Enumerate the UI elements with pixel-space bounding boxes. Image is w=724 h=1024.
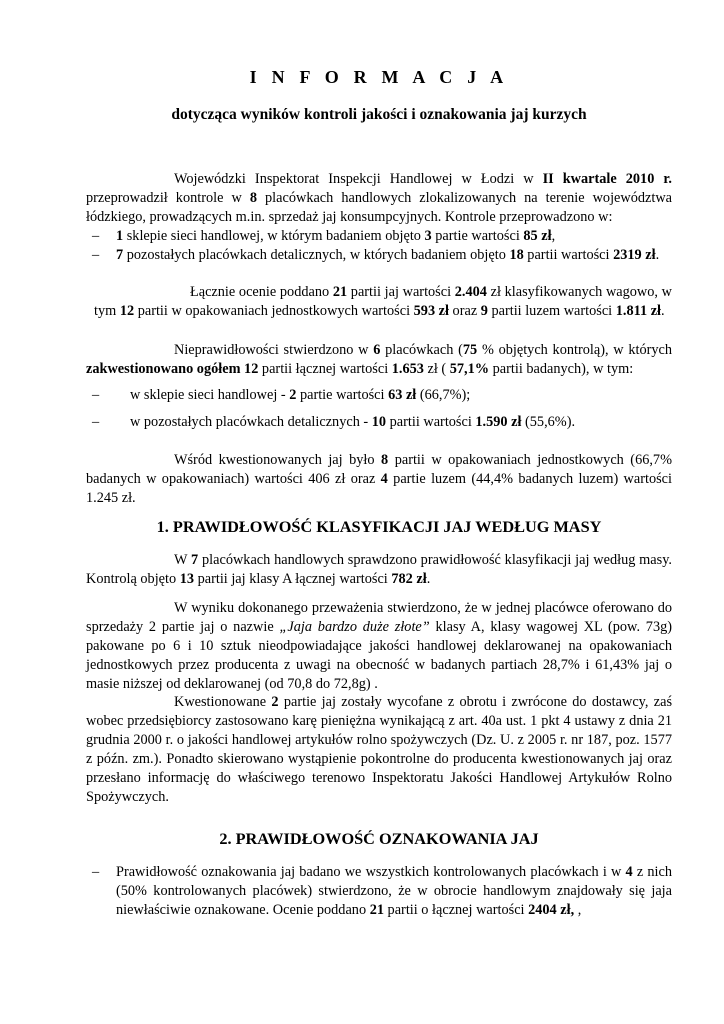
irregularities-bullet-retail: w pozostałych placówkach detalicznych - 10 partii wartości 1.590 zł (55,6%).	[130, 414, 576, 430]
section-1-paragraph-2: W wyniku dokonanego przeważenia stwierdzono, że w jednej placówce oferowano do sprzedaży 2 partie jaj o nazwie „Jaja bardzo duże złote” klasy A, klasy wagowej XL (pow. 73g) pakowane po 6 i 10 sztuk nieodpowiadające jakości handlowej deklarowanej na opakowaniach jednostkowych przez producenta z uwagi na obecność w badanych partiach 28,7% i 61,43% jaj o masie niższej od deklarowanej (od 70,8 do 72,8g) .	[86, 600, 673, 692]
section-2-heading: 2. PRAWIDŁOWOŚĆ OZNAKOWANIA JAJ	[219, 829, 539, 848]
section-2-bullet-1: Prawidłowość oznakowania jaj badano we wszystkich kontrolowanych placówkach i w 4 z nich (50% kontrolowanych placówek) stwierdzono, że w obrocie handlowym znajdowały się jaja niewłaściwie oznakowane. Ocenie poddano 21 partii o łącznej wartości 2404 zł, ,	[116, 864, 672, 918]
document-title: I N F O R M A C J A	[249, 67, 509, 87]
total-paragraph: Łącznie ocenie poddano 21 partii jaj wartości 2.404 zł klasyfikowanych wagowo, w tym 12 partii w opakowaniach jednostkowych wartości 593 zł oraz 9 partii luzem wartości 1.811 zł.	[94, 284, 672, 319]
intro-bullet-retail: 7 pozostałych placówkach detalicznych, w których badaniem objęto 18 partii wartości 2319 zł.	[116, 247, 660, 263]
document-subtitle: dotycząca wyników kontroli jakości i oznakowania jaj kurzych	[171, 106, 587, 123]
section-1-paragraph-1: W 7 placówkach handlowych sprawdzono prawidłowość klasyfikacji jaj według masy. Kontrolą objęto 13 partii jaj klasy A łącznej wartości 782 zł.	[86, 552, 672, 587]
irregularities-bullet-shop: w sklepie sieci handlowej - 2 partie wartości 63 zł (66,7%);	[130, 387, 471, 403]
bullet-dash: –	[92, 387, 100, 403]
bullet-dash: –	[92, 247, 100, 263]
irregularities-paragraph: Nieprawidłowości stwierdzono w 6 placówkach (75 % objętych kontrolą), w których zakwestionowano ogółem 12 partii łącznej wartości 1.653 zł ( 57,1% partii badanych), w tym:	[86, 342, 672, 377]
bullet-dash: –	[92, 228, 100, 244]
bullet-dash: –	[92, 864, 100, 880]
intro-paragraph: Wojewódzki Inspektorat Inspekcji Handlowej w Łodzi w II kwartale 2010 r. przeprowadził kontrole w 8 placówkach handlowych zlokalizowanych na terenie województwa łódzkiego, prowadzących m.in. sprzedaż jaj konsumpcyjnych. Kontrole przeprowadzono w:	[86, 171, 672, 225]
section-1-heading: 1. PRAWIDŁOWOŚĆ KLASYFIKACJI JAJ WEDŁUG MASY	[156, 517, 602, 536]
bullet-dash: –	[92, 414, 100, 430]
intro-bullet-shop: 1 sklepie sieci handlowej, w którym badaniem objęto 3 partie wartości 85 zł,	[116, 228, 556, 244]
among-paragraph: Wśród kwestionowanych jaj było 8 partii w opakowaniach jednostkowych (66,7% badanych w opakowaniach) wartości 406 zł oraz 4 partie luzem (44,4% badanych luzem) wartości 1.245 zł.	[86, 452, 672, 506]
section-1-paragraph-3: Kwestionowane 2 partie jaj zostały wycofane z obrotu i zwrócone do dostawcy, zaś wobec przedsiębiorcy zastosowano karę pieniężna wynikającą z art. 40a ust. 1 pkt 4 ustawy z dnia 21 grudnia 2000 r. o jakości handlowej artykułów rolno spożywczych (Dz. U. z 2005 r. nr 187, poz. 1577 z późn. zm.). Ponadto skierowano wystąpienie pokontrolne do producenta kwestionowanych jaj oraz przesłano informację do właściwego terenowo Inspektoratu Jakości Handlowej Artykułów Rolno Spożywczych.	[86, 694, 673, 805]
